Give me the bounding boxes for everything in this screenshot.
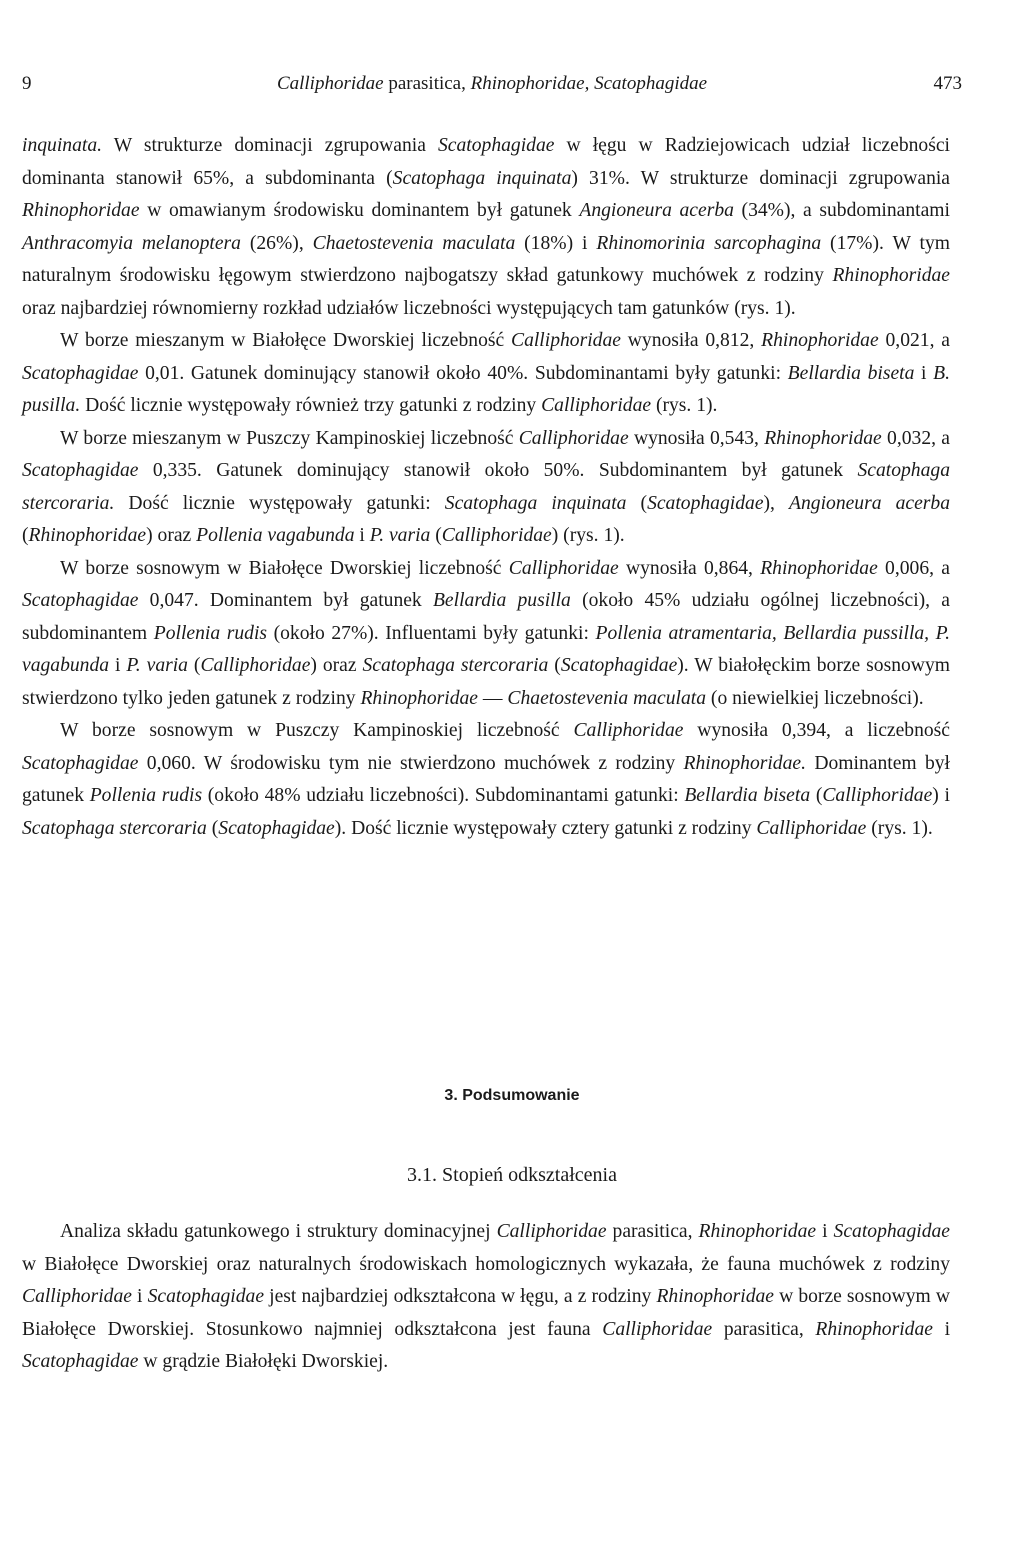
text-run: wynosiła 0,864, (618, 557, 761, 579)
text-run: Dość licznie występowały również trzy gatunki z rodziny (80, 395, 542, 416)
text-run: ( (626, 492, 648, 514)
text-run: Anthracomyia melanoptera (22, 232, 241, 254)
text-run: i (816, 1221, 834, 1242)
text-run: P. varia (126, 655, 188, 676)
text-run: Calliphoridae (511, 330, 621, 351)
paragraph (22, 715, 950, 845)
text-run: w borze sosnowym w Białołęce Dworskiej. Stosunkowo najmniej odkształcona jest fauna (22, 1286, 951, 1340)
text-run: Rhinophoridae (764, 427, 882, 449)
text-run: Scatophagidae (22, 590, 139, 611)
text-run: parasitica, (606, 1221, 699, 1242)
text-run: Calliphoridae (756, 817, 867, 839)
text-run: (około 48% udziału liczebności). Subdominantami gatunki: (202, 785, 685, 806)
running-header (22, 69, 962, 99)
text-run: Pollenia rudis (89, 785, 203, 806)
text-run: ) oraz (310, 655, 363, 676)
text-run: w omawianym środowisku dominantem był gatunek (139, 200, 580, 221)
running-title (22, 69, 962, 99)
text-run: Chaetostevenia maculata (312, 232, 516, 254)
text-run: W strukturze dominacji zgrupowania (102, 135, 438, 156)
text-run: ) (rys. 1). (551, 525, 625, 546)
text-run: Pollenia vagabunda (196, 525, 355, 546)
text-run: ( (548, 655, 561, 676)
text-run: Calliphoridae (573, 720, 684, 741)
text-run: Scatophagidae (438, 135, 555, 156)
text-run: i (131, 1286, 148, 1307)
text-run: ) oraz (146, 525, 197, 546)
text-run: 0,006, a (877, 557, 950, 579)
paragraph (22, 423, 950, 553)
text-run: wynosiła 0,543, (628, 427, 765, 449)
text-run: Calliphoridae (22, 1286, 132, 1307)
text-run: i (932, 1318, 951, 1340)
text-run: i (354, 525, 370, 546)
text-run: wynosiła 0,394, a liczebność (683, 720, 950, 741)
text-run: ( (430, 525, 442, 546)
text-run: Calliphoridae (200, 655, 311, 676)
text-run: 0,01. Gatunek dominujący stanowił około 40%. Subdominantami były gatunki: (138, 362, 788, 384)
text-run: P. varia (369, 525, 431, 546)
text-run: Rhinophoridae (656, 1286, 774, 1307)
text-run: Rhinophoridae (698, 1221, 817, 1242)
text-run: w Białołęce Dworskiej oraz naturalnych środowiskach homologicznych wykazała, że fauna muchówek z rodziny (22, 1253, 950, 1275)
text-run: Calliphoridae (496, 1221, 607, 1242)
text-run: (17%). W tym naturalnym środowisku łęgowym stwierdzono najbogatszy skład gatunkowy muchówek z rodziny (22, 232, 950, 286)
text-run: Scatophagidae (22, 460, 139, 481)
text-run: Rhinophoridae (832, 265, 950, 286)
text-run: 0,021, a (878, 330, 950, 351)
text-run: ). Dość licznie występowały cztery gatunki z rodziny (334, 817, 757, 839)
text-run: Scatophagidae (647, 492, 764, 514)
section-heading: 3. Podsumowanie (444, 1087, 580, 1104)
text-run: ( (22, 525, 29, 546)
subsection-heading: 3.1. Stopień odkształcenia (407, 1164, 617, 1186)
text-run: Calliphoridae (602, 1318, 713, 1340)
text-run: Rhinophoridae (761, 330, 879, 351)
text-run: Scatophaga inquinata (444, 492, 627, 514)
page-number: 473 (933, 73, 962, 94)
text-run: ( (187, 655, 201, 676)
text-run: Angioneura acerba (579, 200, 734, 221)
chapter-number: 9 (22, 73, 32, 94)
text-run: Scatophagidae (147, 1286, 265, 1307)
text-run: — (478, 687, 508, 709)
text-run: Rhinophoridae (360, 687, 479, 709)
text-run: i (914, 362, 934, 384)
text-run: Calliphoridae (441, 525, 552, 546)
text-run: 0,335. Gatunek dominujący stanowił około 50%. Subdominantem był gatunek (138, 460, 858, 481)
text-run: Scatophaga stercoraria (362, 655, 549, 676)
text-run: (rys. 1). (866, 817, 933, 839)
text-run: (około 45% udziału ogólnej liczebności), a subdominantem (22, 590, 951, 644)
running-title-part: Rhinophoridae, Scatophagidae (470, 73, 708, 94)
text-run: (18%) i (515, 232, 597, 254)
text-run: Rhinophoridae. (683, 752, 806, 774)
text-run: Scatophagidae (560, 655, 678, 676)
text-run: Scatophagidae (22, 1351, 139, 1372)
text-run: (około 27%). Influentami były gatunki: (267, 622, 596, 644)
text-run: ( (810, 785, 823, 806)
text-run: inquinata. (22, 135, 103, 156)
text-run: Scatophaga stercoraria. (22, 460, 950, 514)
text-run: Bellardia pusilla (432, 590, 571, 611)
text-run: Rhinomorinia sarcophagina (596, 232, 822, 254)
text-run: Dominantem był gatunek (22, 752, 950, 806)
text-run: ) i (932, 785, 950, 806)
text-run: B. pusilla. (22, 362, 950, 416)
text-run: ( (206, 817, 219, 839)
text-run: Angioneura acerba (789, 492, 951, 514)
text-run: W borze mieszanym w Puszczy Kampinoskiej liczebność (60, 427, 519, 449)
running-title-part: Calliphoridae (276, 73, 384, 94)
text-run: Bellardia biseta (787, 362, 915, 384)
text-run: W borze sosnowym w Białołęce Dworskiej liczebność (60, 557, 509, 579)
text-run: Scatophaga stercoraria (22, 817, 207, 839)
text-run: Scatophaga inquinata (392, 167, 572, 189)
text-run: 0,047. Dominantem był gatunek (138, 590, 433, 611)
paragraph (22, 130, 950, 325)
text-run: Calliphoridae (822, 785, 933, 806)
text-run: Scatophagidae (833, 1221, 950, 1242)
text-run: ). W białołęckim borze sosnowym stwierdzono tylko jeden gatunek z rodziny (22, 655, 950, 709)
text-run: Dość licznie występowały gatunki: (114, 492, 445, 514)
summary-paragraph (22, 1216, 950, 1379)
text-run: Pollenia rudis (153, 622, 268, 644)
text-run: Scatophagidae (22, 362, 139, 384)
text-run: Calliphoridae (541, 395, 652, 416)
text-run: Chaetostevenia maculata (507, 687, 707, 709)
text-run: Calliphoridae (518, 427, 629, 449)
paragraph (22, 553, 950, 716)
text-run: Rhinophoridae (28, 525, 147, 546)
text-run: W borze mieszanym w Białołęce Dworskiej liczebność (60, 330, 511, 351)
text-run: ) 31%. W strukturze dominacji zgrupowania (571, 167, 951, 189)
text-run: i (109, 655, 127, 676)
text-run: (rys. 1). (651, 395, 718, 416)
text-run: oraz najbardziej równomierny rozkład udziałów liczebności występujących tam gatunków (rys. 1). (22, 297, 796, 319)
text-run: w grądzie Białołęki Dworskiej. (138, 1351, 389, 1372)
text-run: Rhinophoridae (22, 200, 140, 221)
text-run: Bellardia biseta (684, 785, 811, 806)
text-run: parasitica, (712, 1318, 816, 1340)
text-run: wynosiła 0,812, (620, 330, 762, 351)
text-run: Rhinophoridae (760, 557, 878, 579)
paragraph (22, 325, 950, 423)
text-run: Calliphoridae (508, 557, 619, 579)
text-run: 0,060. W środowisku tym nie stwierdzono muchówek z rodziny (138, 752, 684, 774)
running-title-part: parasitica, (383, 73, 471, 94)
text-run: W borze sosnowym w Puszczy Kampinoskiej liczebność (60, 720, 574, 741)
body-text (22, 130, 950, 845)
text-run: Pollenia atramentaria, Bellardia pussilla, P. vagabunda (22, 622, 951, 676)
text-run: Scatophagidae (22, 752, 139, 774)
text-run: jest najbardziej odkształcona w łęgu, a z rodziny (264, 1286, 657, 1307)
text-run: (26%), (240, 232, 313, 254)
text-run: Scatophagidae (218, 817, 335, 839)
text-run: (34%), a subdominantami (733, 200, 950, 221)
text-run: Analiza składu gatunkowego i struktury dominacyjnej (60, 1221, 497, 1242)
text-run: Rhinophoridae (815, 1318, 933, 1340)
text-run: 0,032, a (881, 427, 950, 449)
text-run: ), (763, 492, 790, 514)
text-run: w łęgu w Radziejowicach udział liczebności dominanta stanowił 65%, a subdominanta ( (22, 135, 950, 189)
text-run: (o niewielkiej liczebności). (706, 687, 924, 709)
